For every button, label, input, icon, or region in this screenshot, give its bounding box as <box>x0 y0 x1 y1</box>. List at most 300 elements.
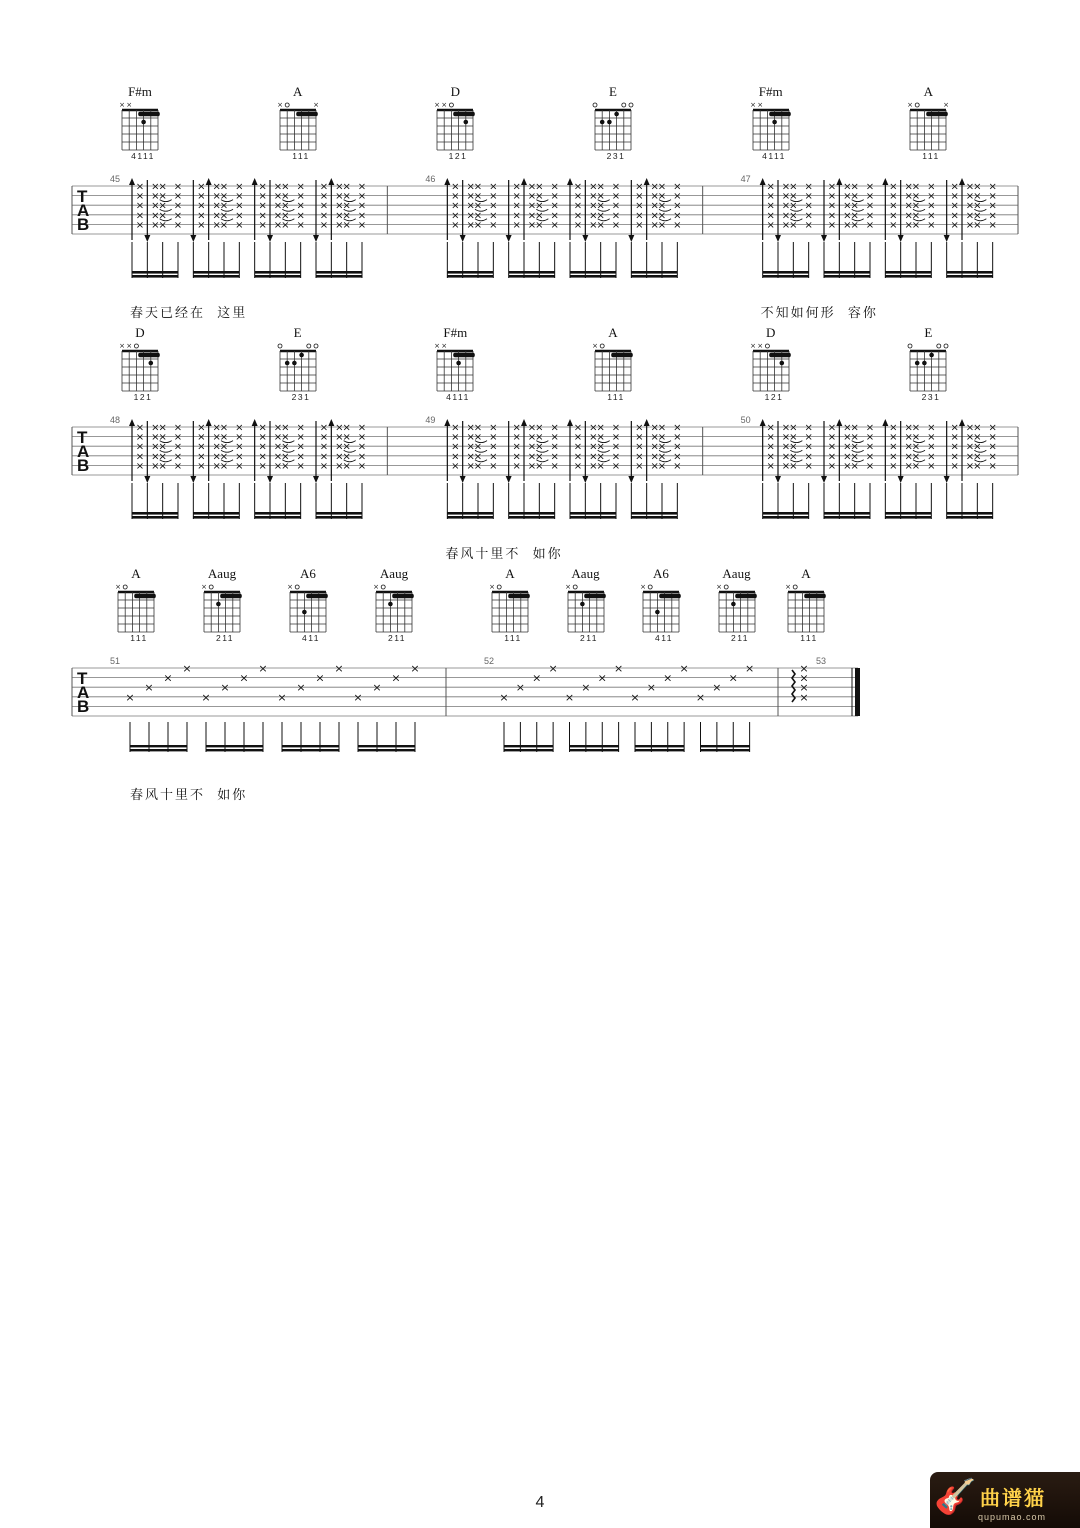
tab-note-x: × <box>650 441 659 453</box>
tab-note-x: × <box>911 451 921 463</box>
tab-note-x: × <box>219 422 229 434</box>
tab-note-x: × <box>965 460 975 472</box>
tab-note-x: × <box>281 210 290 222</box>
svg-text:×: × <box>749 342 756 350</box>
tab-note-x: × <box>342 451 351 463</box>
tab-note-x: × <box>973 441 982 453</box>
tab-note-x: × <box>535 219 544 231</box>
tab-note-x: × <box>843 210 852 222</box>
chord-name: E <box>609 84 617 99</box>
tab-note-x: × <box>589 200 598 212</box>
tab-note-x: × <box>158 422 167 434</box>
tab-note-x: × <box>635 460 644 472</box>
chord-grid <box>276 580 340 643</box>
tab-note-x: × <box>173 200 183 212</box>
tab-note-x: × <box>342 460 351 472</box>
tab-note-x: × <box>865 210 875 222</box>
lyric-line: 春天已经在 这里 <box>130 306 248 321</box>
chord-name: A <box>923 84 934 99</box>
tab-note-x: × <box>357 451 367 463</box>
tab-note-x: × <box>151 200 160 212</box>
measure-number: 47 <box>740 174 751 184</box>
tab-note-x: × <box>151 219 160 231</box>
tab-note-x: × <box>535 422 544 434</box>
strum-up-arrow <box>582 180 588 242</box>
tab-note-x: × <box>334 662 344 675</box>
svg-text:×: × <box>756 342 763 350</box>
tab-note-x: × <box>335 181 344 193</box>
chord-grid <box>705 580 769 643</box>
tab-note-x: × <box>843 181 852 193</box>
tab-note-x: × <box>219 200 229 212</box>
tab-note-x: × <box>158 200 167 212</box>
tab-note-x: × <box>512 210 521 222</box>
tab-note-x: × <box>466 432 475 444</box>
tab-note-x: × <box>589 432 598 444</box>
tab-note-x: × <box>451 451 460 463</box>
measure-number: 51 <box>110 656 121 666</box>
tab-note-x: × <box>611 191 621 203</box>
tab-note-x: × <box>781 460 791 472</box>
tab-note-x: × <box>927 210 936 222</box>
chord-name: Aaug <box>379 566 409 581</box>
svg-text:211: 211 <box>579 633 598 643</box>
tab-note-x: × <box>201 690 211 704</box>
strum-down-arrow <box>567 178 573 240</box>
chord-name: F#m <box>758 84 783 99</box>
tab-note-x: × <box>535 460 544 472</box>
tab-note-x: × <box>657 219 667 231</box>
tab-note-x: × <box>135 191 145 203</box>
tab-note-x: × <box>950 441 959 453</box>
tab-note-x: × <box>342 432 351 444</box>
chord-name: A6 <box>300 566 316 581</box>
tab-note-x: × <box>197 432 206 444</box>
svg-text:×: × <box>785 583 791 591</box>
tab-note-x: × <box>950 432 959 444</box>
tab-note-x: × <box>635 422 644 434</box>
tab-note-x: × <box>512 191 521 203</box>
svg-text:×: × <box>441 342 448 350</box>
tab-note-x: × <box>489 432 498 444</box>
tab-note-x: × <box>335 422 344 434</box>
tab-note-x: × <box>657 432 667 444</box>
chord-grid <box>362 580 426 643</box>
tab-note-x: × <box>650 432 659 444</box>
tab-note-x: × <box>151 210 160 222</box>
tab-note-x: × <box>564 690 575 704</box>
chord-grid <box>581 98 645 161</box>
tab-note-x: × <box>281 441 290 453</box>
tab-note-x: × <box>973 432 982 444</box>
svg-text:×: × <box>126 342 133 350</box>
tab-note-x: × <box>135 451 145 463</box>
svg-text:231: 231 <box>921 392 941 402</box>
tab-note-x: × <box>927 191 936 203</box>
measure-number: 52 <box>484 656 495 666</box>
tab-note-x: × <box>573 191 583 203</box>
tab-note-x: × <box>889 191 898 203</box>
tab-note-x: × <box>673 422 682 434</box>
tab-note-x: × <box>151 432 160 444</box>
lyric-line: 春风十里不 如你 <box>130 788 248 803</box>
tab-note-x: × <box>173 181 183 193</box>
chord-grid <box>896 339 960 402</box>
tab-note-x: × <box>911 460 921 472</box>
tab-note-x: × <box>273 191 283 203</box>
svg-text:111: 111 <box>800 633 818 643</box>
tab-note-x: × <box>789 200 798 212</box>
tab-note-x: × <box>589 460 598 472</box>
tab-note-x: × <box>573 432 583 444</box>
tab-note-x: × <box>889 441 898 453</box>
svg-text:×: × <box>276 101 283 109</box>
tab-note-x: × <box>611 422 621 434</box>
tab-note-x: × <box>766 422 775 434</box>
tab-note-x: × <box>950 181 959 193</box>
tab-note-x: × <box>335 219 344 231</box>
tab-note-x: × <box>695 690 706 704</box>
beam <box>824 275 870 278</box>
tab-note-x: × <box>219 210 229 222</box>
beam <box>631 275 677 278</box>
tab-note-x: × <box>766 219 775 231</box>
tab-note-x: × <box>673 219 682 231</box>
page-number: 4 <box>535 1494 545 1511</box>
tab-note-x: × <box>927 460 936 472</box>
tab-note-x: × <box>781 181 791 193</box>
strum-up-arrow <box>959 419 965 481</box>
measure-number: 49 <box>425 415 436 425</box>
tab-note-x: × <box>657 451 667 463</box>
tab-note-x: × <box>827 432 837 444</box>
tab-note-x: × <box>212 181 221 193</box>
tab-clef-letter: A <box>77 442 90 461</box>
tab-note-x: × <box>335 432 344 444</box>
tab-note-x: × <box>239 671 249 685</box>
tab-note-x: × <box>489 191 498 203</box>
tab-note-x: × <box>527 422 537 434</box>
tab-note-x: × <box>173 191 183 203</box>
tab-note-x: × <box>988 200 997 212</box>
tab-note-x: × <box>197 451 206 463</box>
tab-note-x: × <box>635 191 644 203</box>
tab-note-x: × <box>277 690 287 704</box>
tab-note-x: × <box>573 451 583 463</box>
tab-note-x: × <box>372 681 382 695</box>
tab-note-x: × <box>657 181 667 193</box>
tab-note-x: × <box>535 200 544 212</box>
tab-note-x: × <box>596 451 605 463</box>
tab-note-x: × <box>357 200 367 212</box>
tab-note-x: × <box>745 662 755 675</box>
strum-up-arrow <box>521 419 527 481</box>
tab-note-x: × <box>273 219 283 231</box>
tab-note-x: × <box>391 671 401 685</box>
tab-note-x: × <box>512 181 521 193</box>
strum-up-arrow <box>836 419 842 481</box>
tab-note-x: × <box>357 460 367 472</box>
tab-note-x: × <box>911 210 921 222</box>
tab-note-x: × <box>973 451 982 463</box>
tab-note-x: × <box>197 181 206 193</box>
strum-up-arrow <box>644 178 650 240</box>
tab-note-x: × <box>335 191 344 203</box>
svg-text:×: × <box>119 342 125 350</box>
tab-note-x: × <box>973 200 982 212</box>
chord-grid <box>478 580 542 643</box>
tab-note-x: × <box>766 460 775 472</box>
tab-note-x: × <box>965 451 975 463</box>
tab-note-x: × <box>353 690 363 704</box>
tab-clef-letter: A <box>77 201 90 220</box>
tab-system <box>0 325 1080 565</box>
strum-up-arrow <box>959 178 965 240</box>
tab-note-x: × <box>781 432 791 444</box>
tab-note-x: × <box>173 422 183 434</box>
svg-text:×: × <box>119 101 125 109</box>
tab-note-x: × <box>766 441 775 453</box>
tab-note-x: × <box>781 422 791 434</box>
tab-note-x: × <box>827 181 837 193</box>
tab-note-x: × <box>489 181 498 193</box>
tab-note-x: × <box>335 460 344 472</box>
tab-note-x: × <box>281 432 290 444</box>
tab-note-x: × <box>535 191 544 203</box>
tab-note-x: × <box>258 662 268 675</box>
tab-note-x: × <box>512 432 521 444</box>
svg-text:×: × <box>126 101 133 109</box>
tab-note-x: × <box>827 451 837 463</box>
chord-grid <box>266 339 330 402</box>
tab-note-x: × <box>535 432 544 444</box>
tab-note-x: × <box>596 219 605 231</box>
tab-note-x: × <box>673 210 682 222</box>
svg-text:×: × <box>201 583 207 591</box>
tab-clef-letter: T <box>77 428 88 447</box>
tab-note-x: × <box>212 460 221 472</box>
chord-name: A <box>292 84 303 99</box>
tab-note-x: × <box>151 191 160 203</box>
tab-note-x: × <box>473 422 483 434</box>
tab-note-x: × <box>548 662 558 675</box>
tab-note-x: × <box>550 200 559 212</box>
tab-note-x: × <box>197 422 206 434</box>
tab-note-x: × <box>258 441 267 453</box>
tab-note-x: × <box>357 219 367 231</box>
tab-note-x: × <box>173 460 183 472</box>
tab-note-x: × <box>635 219 644 231</box>
tab-note-x: × <box>804 219 813 231</box>
tab-note-x: × <box>258 451 267 463</box>
chord-grid <box>423 339 487 402</box>
tab-note-x: × <box>335 200 344 212</box>
tab-note-x: × <box>804 451 813 463</box>
tab-note-x: × <box>258 422 267 434</box>
tab-note-x: × <box>235 451 244 463</box>
tab-note-x: × <box>804 460 813 472</box>
chord-name: Aaug <box>571 566 600 581</box>
tab-note-x: × <box>950 219 959 231</box>
tab-note-x: × <box>781 441 791 453</box>
tab-note-x: × <box>319 432 329 444</box>
tab-note-x: × <box>235 191 244 203</box>
tab-note-x: × <box>315 671 325 685</box>
beam <box>885 275 931 278</box>
tab-note-x: × <box>827 210 837 222</box>
strum-down-arrow <box>506 421 512 483</box>
strum-down-arrow <box>567 419 573 481</box>
tab-note-x: × <box>212 219 221 231</box>
tab-note-x: × <box>904 200 913 212</box>
tab-note-x: × <box>799 690 809 704</box>
tab-note-x: × <box>235 210 244 222</box>
strum-down-arrow <box>944 421 950 483</box>
tab-note-x: × <box>850 200 859 212</box>
tab-note-x: × <box>342 441 351 453</box>
tab-note-x: × <box>596 422 605 434</box>
tab-note-x: × <box>489 451 498 463</box>
tab-note-x: × <box>550 210 559 222</box>
tab-note-x: × <box>965 219 975 231</box>
tab-note-x: × <box>158 191 167 203</box>
strum-up-arrow <box>206 178 212 240</box>
strum-down-arrow <box>882 178 888 240</box>
strum-up-arrow <box>206 419 212 481</box>
tab-note-x: × <box>163 671 173 685</box>
strum-up-arrow <box>898 180 904 242</box>
tab-note-x: × <box>473 441 483 453</box>
tab-note-x: × <box>611 460 621 472</box>
strum-down-arrow <box>444 419 450 481</box>
tab-note-x: × <box>611 210 621 222</box>
tab-note-x: × <box>950 191 959 203</box>
tab-note-x: × <box>212 191 221 203</box>
tab-note-x: × <box>212 441 221 453</box>
tab-note-x: × <box>850 451 859 463</box>
tab-note-x: × <box>889 422 898 434</box>
strum-up-arrow <box>267 421 273 483</box>
tab-note-x: × <box>489 460 498 472</box>
tab-note-x: × <box>319 181 329 193</box>
tab-note-x: × <box>804 181 813 193</box>
tab-note-x: × <box>466 181 475 193</box>
tab-note-x: × <box>319 200 329 212</box>
tab-note-x: × <box>144 681 154 695</box>
tab-note-x: × <box>804 200 813 212</box>
tab-note-x: × <box>827 460 837 472</box>
strum-up-arrow <box>521 178 527 240</box>
tab-note-x: × <box>950 451 959 463</box>
svg-text:211: 211 <box>215 633 235 643</box>
tab-note-x: × <box>235 219 244 231</box>
beam <box>631 516 677 519</box>
tab-note-x: × <box>550 219 559 231</box>
tab-note-x: × <box>589 210 598 222</box>
tab-note-x: × <box>158 181 167 193</box>
svg-text:231: 231 <box>606 151 626 161</box>
strum-up-arrow <box>144 180 150 242</box>
tab-note-x: × <box>512 219 521 231</box>
tab-note-x: × <box>235 441 244 453</box>
tab-note-x: × <box>965 422 975 434</box>
strum-down-arrow <box>313 180 319 242</box>
beam <box>132 516 178 519</box>
tab-note-x: × <box>988 181 997 193</box>
tab-note-x: × <box>527 441 537 453</box>
tab-note-x: × <box>635 181 644 193</box>
tab-note-x: × <box>473 191 483 203</box>
strum-down-arrow <box>821 421 827 483</box>
tab-note-x: × <box>973 460 982 472</box>
tab-note-x: × <box>827 441 837 453</box>
tab-note-x: × <box>911 200 921 212</box>
tab-note-x: × <box>988 210 997 222</box>
tab-note-x: × <box>596 181 605 193</box>
tab-note-x: × <box>296 181 305 193</box>
beam <box>763 275 809 278</box>
tab-note-x: × <box>781 451 791 463</box>
tab-note-x: × <box>766 451 775 463</box>
tab-note-x: × <box>515 681 525 695</box>
tab-note-x: × <box>673 441 682 453</box>
tab-note-x: × <box>597 671 607 685</box>
tab-note-x: × <box>789 210 798 222</box>
tab-note-x: × <box>663 671 673 685</box>
beam <box>193 275 239 278</box>
tab-note-x: × <box>527 219 537 231</box>
tab-note-x: × <box>927 451 936 463</box>
tab-note-x: × <box>151 441 160 453</box>
tab-note-x: × <box>850 191 859 203</box>
strum-down-arrow <box>129 419 135 481</box>
tab-note-x: × <box>630 690 640 704</box>
tab-note-x: × <box>573 422 583 434</box>
tab-note-x: × <box>319 219 329 231</box>
tab-note-x: × <box>973 219 982 231</box>
tab-note-x: × <box>296 422 305 434</box>
tab-note-x: × <box>258 432 267 444</box>
tab-note-x: × <box>466 441 475 453</box>
tab-note-x: × <box>281 181 290 193</box>
tab-note-x: × <box>319 441 329 453</box>
svg-text:×: × <box>434 101 441 109</box>
tab-note-x: × <box>950 200 959 212</box>
tab-note-x: × <box>950 422 959 434</box>
tab-note-x: × <box>451 422 460 434</box>
tab-note-x: × <box>789 460 798 472</box>
tab-note-x: × <box>410 662 420 675</box>
tab-note-x: × <box>573 219 583 231</box>
tab-note-x: × <box>535 451 544 463</box>
tab-note-x: × <box>335 210 344 222</box>
beam <box>316 275 362 278</box>
tab-note-x: × <box>611 219 621 231</box>
tab-note-x: × <box>781 200 791 212</box>
strum-down-arrow <box>506 180 512 242</box>
tab-note-x: × <box>589 422 598 434</box>
tab-note-x: × <box>357 210 367 222</box>
tab-note-x: × <box>258 460 267 472</box>
measure-number: 45 <box>110 174 121 184</box>
tab-note-x: × <box>296 191 305 203</box>
svg-text:×: × <box>312 101 319 109</box>
tab-note-x: × <box>673 200 682 212</box>
strum-up-arrow <box>775 421 781 483</box>
tab-note-x: × <box>489 200 498 212</box>
tab-note-x: × <box>611 200 621 212</box>
site-logo[interactable] <box>930 1472 1080 1528</box>
